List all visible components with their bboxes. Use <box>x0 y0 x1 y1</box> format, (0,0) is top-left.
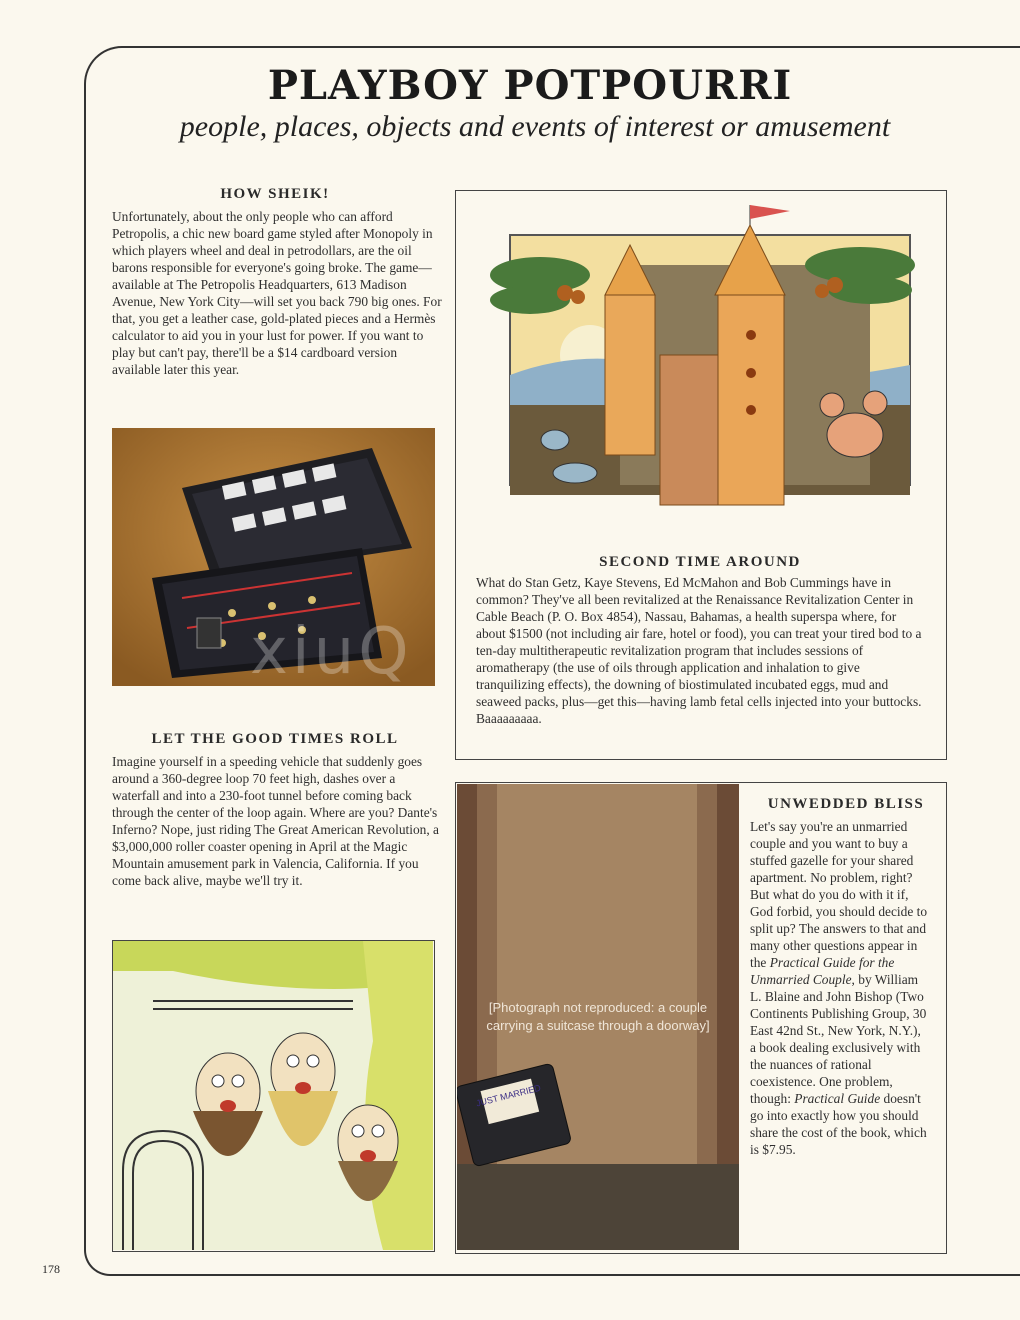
watermark: xiuQ <box>250 615 413 689</box>
photo-description: [Photograph not reproduced: a couple carrying a suitcase through a doorway] <box>486 1000 710 1033</box>
article-unwedded-bliss-text-2: , by William L. Blaine and John Bishop (Two Continents Publishing Group, 30 East 42nd St., New York, N.Y.), a book dealing exclusively with the nuances of rational coexistence. One problem, though: <box>750 972 927 1106</box>
page-title: PLAYBOY POTPOURRI <box>267 62 793 109</box>
page-subtitle: people, places, objects and events of interest or amusement <box>179 110 891 143</box>
book-short-title: Practical Guide <box>794 1091 881 1106</box>
heading-second-time-around: SECOND TIME AROUND <box>599 554 801 570</box>
heading-good-times-roll: LET THE GOOD TIMES ROLL <box>151 731 399 747</box>
heading-unwedded-bliss: UNWEDDED BLISS <box>767 796 925 812</box>
article-unwedded-bliss-text-1: Let's say you're an unmarried couple and you want to buy a stuffed gazelle for your shared apartment. No problem, right? But what do you do with it if, God forbid, you should decide to split up? The answers to that and many other questions appear in the <box>750 819 928 970</box>
couple-photo <box>457 784 739 1250</box>
article-unwedded-bliss-text-3: doesn't go into exactly how you should share the cost of the book, which is $7.95. <box>750 1091 927 1157</box>
book-title: Practical Guide for the Unmarried Couple <box>750 955 895 987</box>
castle-illustration <box>470 205 928 515</box>
suitcase-sign-text: JUST MARRIED <box>475 1082 542 1109</box>
heading-how-sheik: HOW SHEIK! <box>220 186 330 202</box>
roller-coaster-illustration <box>112 940 435 1252</box>
article-how-sheik: Unfortunately, about the only people who can afford Petropolis, a chic new board game styled after Monopoly in which players wheel and deal in petrodollars, are the oil barons responsible for everyone's going broke. The game—available at The Petropolis Headquarters, 613 Madison Avenue, New York City—will set you back 790 big ones. For that, you get a leather case, gold-plated pieces and a Hermès calculator to aid you in your lust for power. If you want to play but can't pay, there'll be a $14 cardboard version available later this year. <box>112 209 442 377</box>
page-number: 178 <box>42 1262 60 1276</box>
article-second-time-around: What do Stan Getz, Kaye Stevens, Ed McMahon and Bob Cummings have in common? They've all been revitalized at the Renaissance Revitalization Center in Cable Beach (P. O. Box 4854), Nassau, Bahamas, a health superspa where, for about $1500 (not including air fare, hotel or food), you can treat your tired bod to a ten-day multitherapeutic revitalization program that includes sessions of aromatherapy (the use of oils through application and inhalation to give tranquilizing effects), the downing of biostimulated incubated eggs, mud and seaweed packs, plus—get this—having lamb fetal cells injected into your buttocks. Baaaaaaaaa. <box>476 575 922 726</box>
article-good-times-roll: Imagine yourself in a speeding vehicle that suddenly goes around a 360-degree loop 70 feet high, dashes over a waterfall and into a 230-foot tunnel before coming back through the center of the loop again. Where are you? Dante's Inferno? Nope, just riding The Great American Revolution, a $3,000,000 roller coaster opening in April at the Magic Mountain amusement park in Valencia, California. If you come back alive, maybe we'll try it. <box>112 754 439 888</box>
article-unwedded-bliss <box>750 818 930 1158</box>
